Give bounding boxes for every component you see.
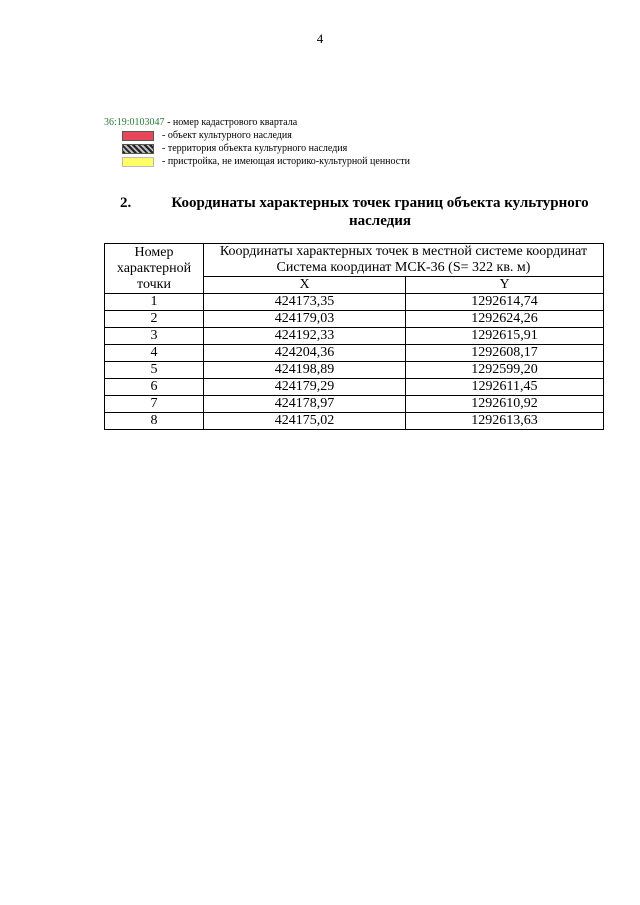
yellow-swatch-icon [122,157,154,167]
legend [104,117,410,169]
legend-cadastral-row [104,117,297,130]
legend-item-annex [104,156,410,169]
y-value: 1292614,74 [406,294,604,311]
table-row [105,413,604,430]
y-value: 1292599,20 [406,362,604,379]
legend-label: - пристройка, не имеющая историко-культурной ценности [162,156,410,167]
cadastral-code: 36:19:0103047 [104,117,165,128]
legend-item-heritage-territory [104,143,348,156]
y-value: 1292611,45 [406,379,604,396]
y-header: Y [406,277,604,294]
coordinates-header-line1: Координаты характерных точек в местной системе координат [219,244,588,259]
table-row [105,379,604,396]
table-row [105,396,604,413]
point-number: 6 [105,379,204,396]
table-row [105,362,604,379]
section-title: Координаты характерных точек границ объекта культурного наследия [171,195,589,229]
hatch-swatch-icon [122,144,154,154]
table-row [105,345,604,362]
legend-label: - территория объекта культурного наследия [162,143,348,154]
x-value: 424204,36 [204,345,406,362]
x-value: 424192,33 [204,328,406,345]
x-value: 424175,02 [204,413,406,430]
table-header-row [105,244,604,277]
y-value: 1292608,17 [406,345,604,362]
point-number: 4 [105,345,204,362]
table-row [105,328,604,345]
x-value: 424179,03 [204,311,406,328]
coordinates-header [204,244,604,277]
point-number: 8 [105,413,204,430]
point-number: 2 [105,311,204,328]
x-value: 424173,35 [204,294,406,311]
coordinates-table [104,243,604,430]
y-value: 1292613,63 [406,413,604,430]
x-value: 424198,89 [204,362,406,379]
cadastral-label: - номер кадастрового квартала [167,117,298,128]
point-number: 7 [105,396,204,413]
point-number: 3 [105,328,204,345]
y-value: 1292624,26 [406,311,604,328]
point-number-header: Номер характерной точки [105,244,204,294]
y-value: 1292615,91 [406,328,604,345]
x-header: X [204,277,406,294]
table-row [105,294,604,311]
point-number: 1 [105,294,204,311]
table-row [105,311,604,328]
red-swatch-icon [122,131,154,141]
section-number: 2. [120,195,132,211]
x-value: 424178,97 [204,396,406,413]
page-number: 4 [316,31,324,46]
point-number: 5 [105,362,204,379]
legend-label: - объект культурного наследия [162,130,292,141]
coordinates-header-line2: Система координат МСК-36 (S= 322 кв. м) [276,260,531,275]
legend-item-heritage-object [104,130,297,143]
y-value: 1292610,92 [406,396,604,413]
x-value: 424179,29 [204,379,406,396]
